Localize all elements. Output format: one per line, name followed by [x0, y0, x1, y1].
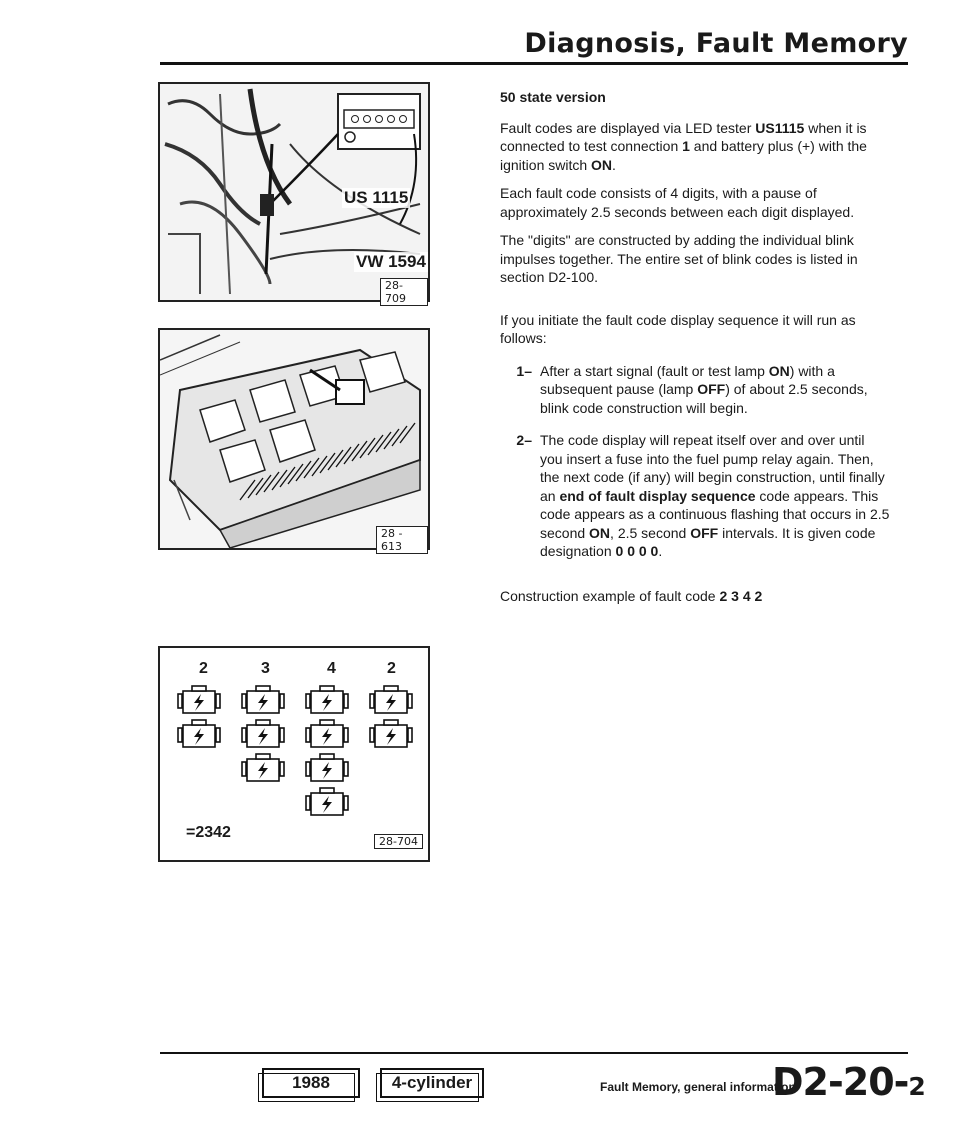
digit-label: 4	[327, 660, 336, 677]
relay-panel-illustration	[160, 330, 428, 548]
callout-tool: VW 1594	[356, 252, 426, 271]
paragraph: The "digits" are constructed by adding the individual blink impulses together. The entire set of blink codes is listed in section D2-100.	[500, 232, 858, 285]
digit-label: 2	[199, 660, 208, 677]
step-text: The code display will repeat itself over and over until you insert a fuse into the fuel pump relay again. Then, the next code (if any) will begin construction, until finally an end of fault display sequence code appears. This code appears as a continuous flashing that occurs in 2.5 second ON, 2.5 second OFF intervals. It is given code designation 0 0 0 0.	[540, 432, 890, 559]
blink-lamp-icon	[242, 720, 284, 747]
figure-code: 28-704	[374, 834, 423, 849]
blink-lamp-icon	[306, 686, 348, 713]
engine-label: 4-cylinder	[380, 1068, 484, 1098]
footer-rule	[160, 1052, 908, 1054]
figure-led-tester	[158, 82, 430, 305]
text: and battery plus (+) with the ignition switch	[500, 138, 867, 173]
example-caption: Construction example of fault code 2 3 4 2	[500, 587, 763, 604]
step-text: After a start signal (fault or test lamp ON) with a subsequent pause (lamp OFF) of about 2.5 seconds, blink code construction will begin.	[540, 362, 868, 416]
figure-code: 28 - 613	[376, 526, 428, 554]
code-result: =2342	[186, 824, 231, 841]
connection-number: 1	[682, 138, 690, 154]
body-text	[500, 88, 890, 615]
step-number: 1–	[516, 362, 532, 379]
blink-lamp-icon	[370, 686, 412, 713]
section-heading: 50 state version	[500, 89, 606, 105]
blink-lamp-grid	[160, 682, 428, 832]
blink-lamp-icon	[306, 754, 348, 781]
page-title: Diagnosis, Fault Memory	[524, 28, 908, 59]
paragraph: If you initiate the fault code display sequence it will run as follows:	[500, 311, 856, 346]
step-item	[500, 362, 890, 418]
page-number: D2-20-2	[772, 1060, 925, 1104]
header-rule	[160, 62, 908, 65]
step-item	[500, 431, 890, 561]
paragraph	[500, 119, 890, 175]
blink-lamp-icon	[178, 686, 220, 713]
text: Fault codes are displayed via LED tester	[500, 119, 756, 136]
paragraph: Each fault code consists of 4 digits, with a pause of approximately 2.5 seconds between each digit displayed.	[500, 185, 855, 220]
text: when it is connected to test connection	[500, 119, 867, 154]
footer-caption: Fault Memory, general information	[600, 1080, 796, 1094]
digit-label: 3	[261, 660, 270, 677]
step-number: 2–	[516, 432, 532, 448]
blink-lamp-icon	[370, 720, 412, 747]
callout-tester: US 1115	[344, 188, 409, 207]
figure-code: 28-709	[380, 278, 428, 306]
blink-lamp-icon	[242, 686, 284, 713]
figure-blink-code-example	[158, 646, 430, 862]
digit-label: 2	[387, 660, 396, 677]
figure-relay-panel	[158, 328, 430, 553]
blink-lamp-icon	[306, 788, 348, 815]
tester-name: US1115	[755, 119, 805, 136]
blink-lamp-icon	[306, 720, 348, 747]
switch-state: ON	[591, 156, 613, 173]
blink-lamp-icon	[242, 754, 284, 781]
text: .	[612, 156, 616, 173]
blink-lamp-icon	[178, 720, 220, 747]
year-label: 1988	[262, 1068, 360, 1098]
